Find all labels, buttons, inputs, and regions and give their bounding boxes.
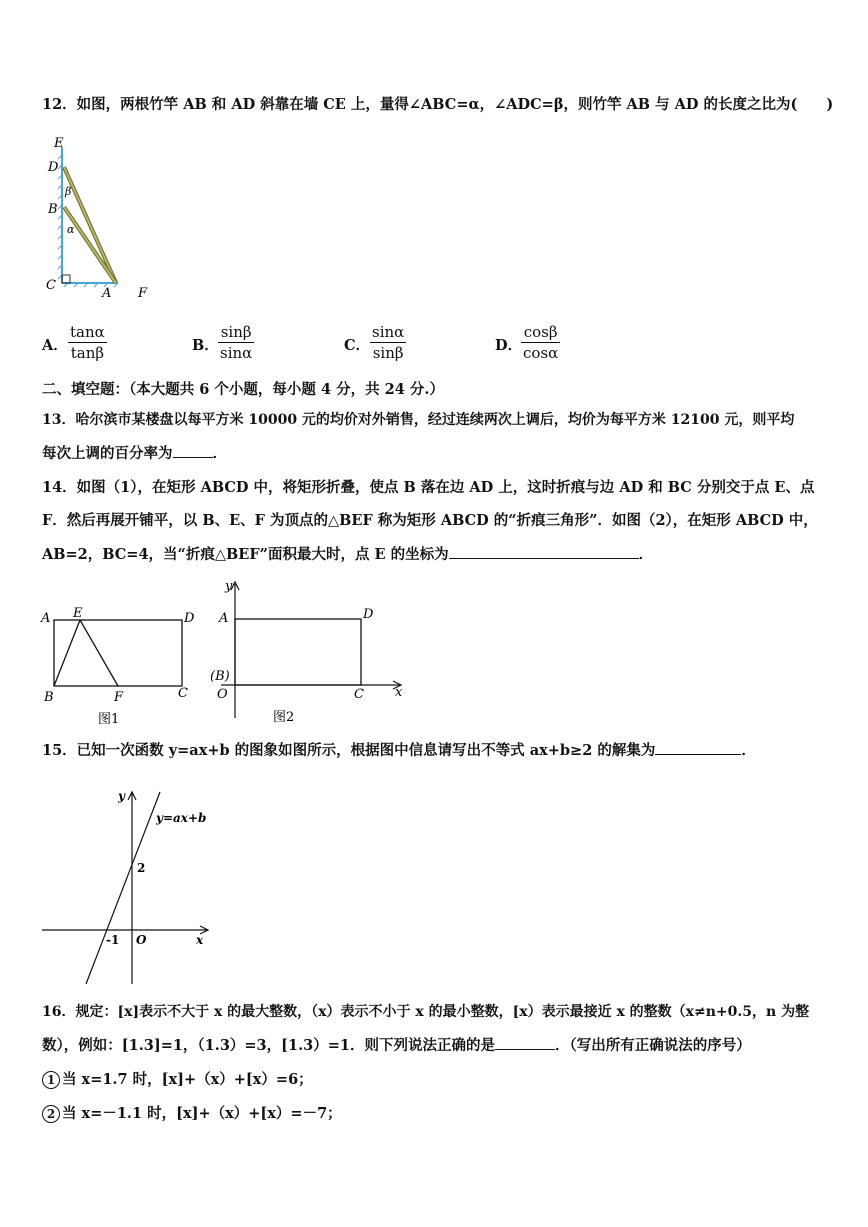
fig1-F: F — [114, 690, 124, 705]
q13-line1: 13．哈尔滨市某楼盘以每平方米 10000 元的均价对外销售，经过连续两次上调后，均价为每平方米 12100 元，则平均 — [42, 412, 795, 428]
fig2-A: A — [219, 611, 229, 626]
option-a-num: tanα — [70, 323, 105, 341]
q12-text: 12．如图，两根竹竿 AB 和 AD 斜靠在墙 CE 上，量得∠ABC=α，∠ADC=β，则竹竿 AB 与 AD 的长度之比为( ) — [42, 96, 834, 113]
fig2-x: x — [395, 685, 403, 700]
q15-text: 15．已知一次函数 y=ax+b 的图象如图所示，根据图中信息请写出不等式 ax+b≥2 的解集为 — [42, 742, 656, 759]
q14-answer-blank[interactable] — [449, 544, 639, 559]
option-b-label: B． — [192, 337, 219, 354]
fig1-A: A — [41, 611, 51, 626]
option-b-den: sinα — [220, 344, 253, 362]
q14-figure2 — [205, 578, 405, 723]
q15-graph — [38, 780, 218, 990]
section2-heading: 二、填空题：（本大题共 6 个小题，每小题 4 分，共 24 分.） — [42, 381, 444, 398]
q16-line2-tail: ．（写出所有正确说法的序号） — [554, 1037, 751, 1054]
fig2-caption: 图2 — [273, 710, 295, 723]
option-a-label: A． — [42, 337, 68, 354]
option-c-fraction — [370, 322, 406, 363]
q12-figure — [38, 135, 158, 315]
graph-y-label: y — [118, 789, 125, 803]
q16-line1: 16．规定：[x]表示不大于 x 的最大整数，（x）表示不小于 x 的最小整数，[x）表示最接近 x 的整数（x≠n+0.5，n 为整 — [42, 1004, 810, 1020]
option-d-den: cosα — [523, 344, 559, 362]
option-a-fraction — [68, 322, 107, 363]
q14-line1: 14．如图（1），在矩形 ABCD 中，将矩形折叠，使点 B 落在边 AD 上，这时折痕与边 AD 和 BC 分别交于点 E、点 — [42, 479, 815, 496]
fig1-caption: 图1 — [98, 712, 120, 727]
option-b-fraction — [218, 322, 254, 363]
q14-figure1 — [38, 605, 198, 730]
fig2-B: (B) — [210, 669, 230, 684]
graph-x-label: x — [196, 933, 204, 947]
q16-line2-text: 数），例如：[1.3]=1，（1.3）=3，[1.3）=1．则下列说法正确的是 — [42, 1037, 495, 1054]
label-alpha: α — [67, 223, 75, 236]
q14-line3: AB=2，BC=4，当“折痕△BEF”面积最大时，点 E 的坐标为 ． — [42, 546, 654, 563]
graph-x-tick: -1 — [106, 933, 120, 947]
option-d-fraction — [521, 322, 560, 363]
q16-item-1 — [42, 1070, 313, 1090]
fig1-C: C — [178, 686, 188, 701]
circled-number-2: 2 — [42, 1105, 60, 1123]
option-a-den: tanβ — [70, 344, 105, 362]
label-D: D — [48, 160, 59, 175]
q15-answer-blank[interactable] — [655, 740, 741, 755]
label-B: B — [48, 202, 58, 217]
fig2-y: y — [225, 579, 233, 594]
fig1-B: B — [44, 690, 54, 705]
fig1-E: E — [73, 606, 83, 621]
q16-item-2 — [42, 1104, 342, 1124]
label-F: F — [138, 286, 148, 301]
q16-item-2-text: 当 x=－1.1 时，[x]+（x）+[x）=－7； — [62, 1105, 342, 1122]
fig2-O: O — [217, 687, 228, 702]
option-b-num: sinβ — [218, 322, 254, 343]
label-C: C — [46, 278, 56, 293]
option-d-num: cosβ — [521, 322, 560, 343]
q13-line2: 每次上调的百分率为 ． — [42, 445, 227, 462]
q14-line2: F．然后再展开铺平，以 B、E、F 为顶点的△BEF 称为矩形 ABCD 的“折痕三角形”．如图（2），在矩形 ABCD 中， — [42, 512, 818, 529]
fig2-D: D — [363, 607, 374, 622]
graph-line-label: y=ax+b — [156, 811, 207, 825]
q16-answer-blank[interactable] — [495, 1035, 555, 1050]
q16-line2 — [42, 1035, 751, 1056]
q14-line3-text: AB=2，BC=4，当“折痕△BEF”面积最大时，点 E 的坐标为 — [42, 546, 449, 563]
label-A: A — [102, 286, 112, 301]
option-d-label: D． — [495, 337, 523, 354]
circled-number-1: 1 — [42, 1071, 60, 1089]
option-c-num: sinα — [372, 323, 405, 341]
option-c-den: sinβ — [372, 344, 404, 362]
option-c-label: C． — [344, 337, 371, 354]
q13-line2-text: 每次上调的百分率为 — [42, 445, 173, 462]
label-beta: β — [65, 185, 72, 198]
label-E: E — [54, 136, 64, 151]
fig2-C: C — [354, 687, 364, 702]
graph-y-tick: 2 — [137, 861, 146, 875]
q15-line: 15．已知一次函数 y=ax+b 的图象如图所示，根据图中信息请写出不等式 ax+b≥2 的解集为 ． — [42, 742, 756, 759]
q13-answer-blank[interactable] — [173, 443, 213, 458]
graph-origin-label: O — [136, 933, 147, 947]
q16-item-1-text: 当 x=1.7 时，[x]+（x）+[x）=6； — [62, 1071, 313, 1088]
fig1-D: D — [184, 611, 195, 626]
